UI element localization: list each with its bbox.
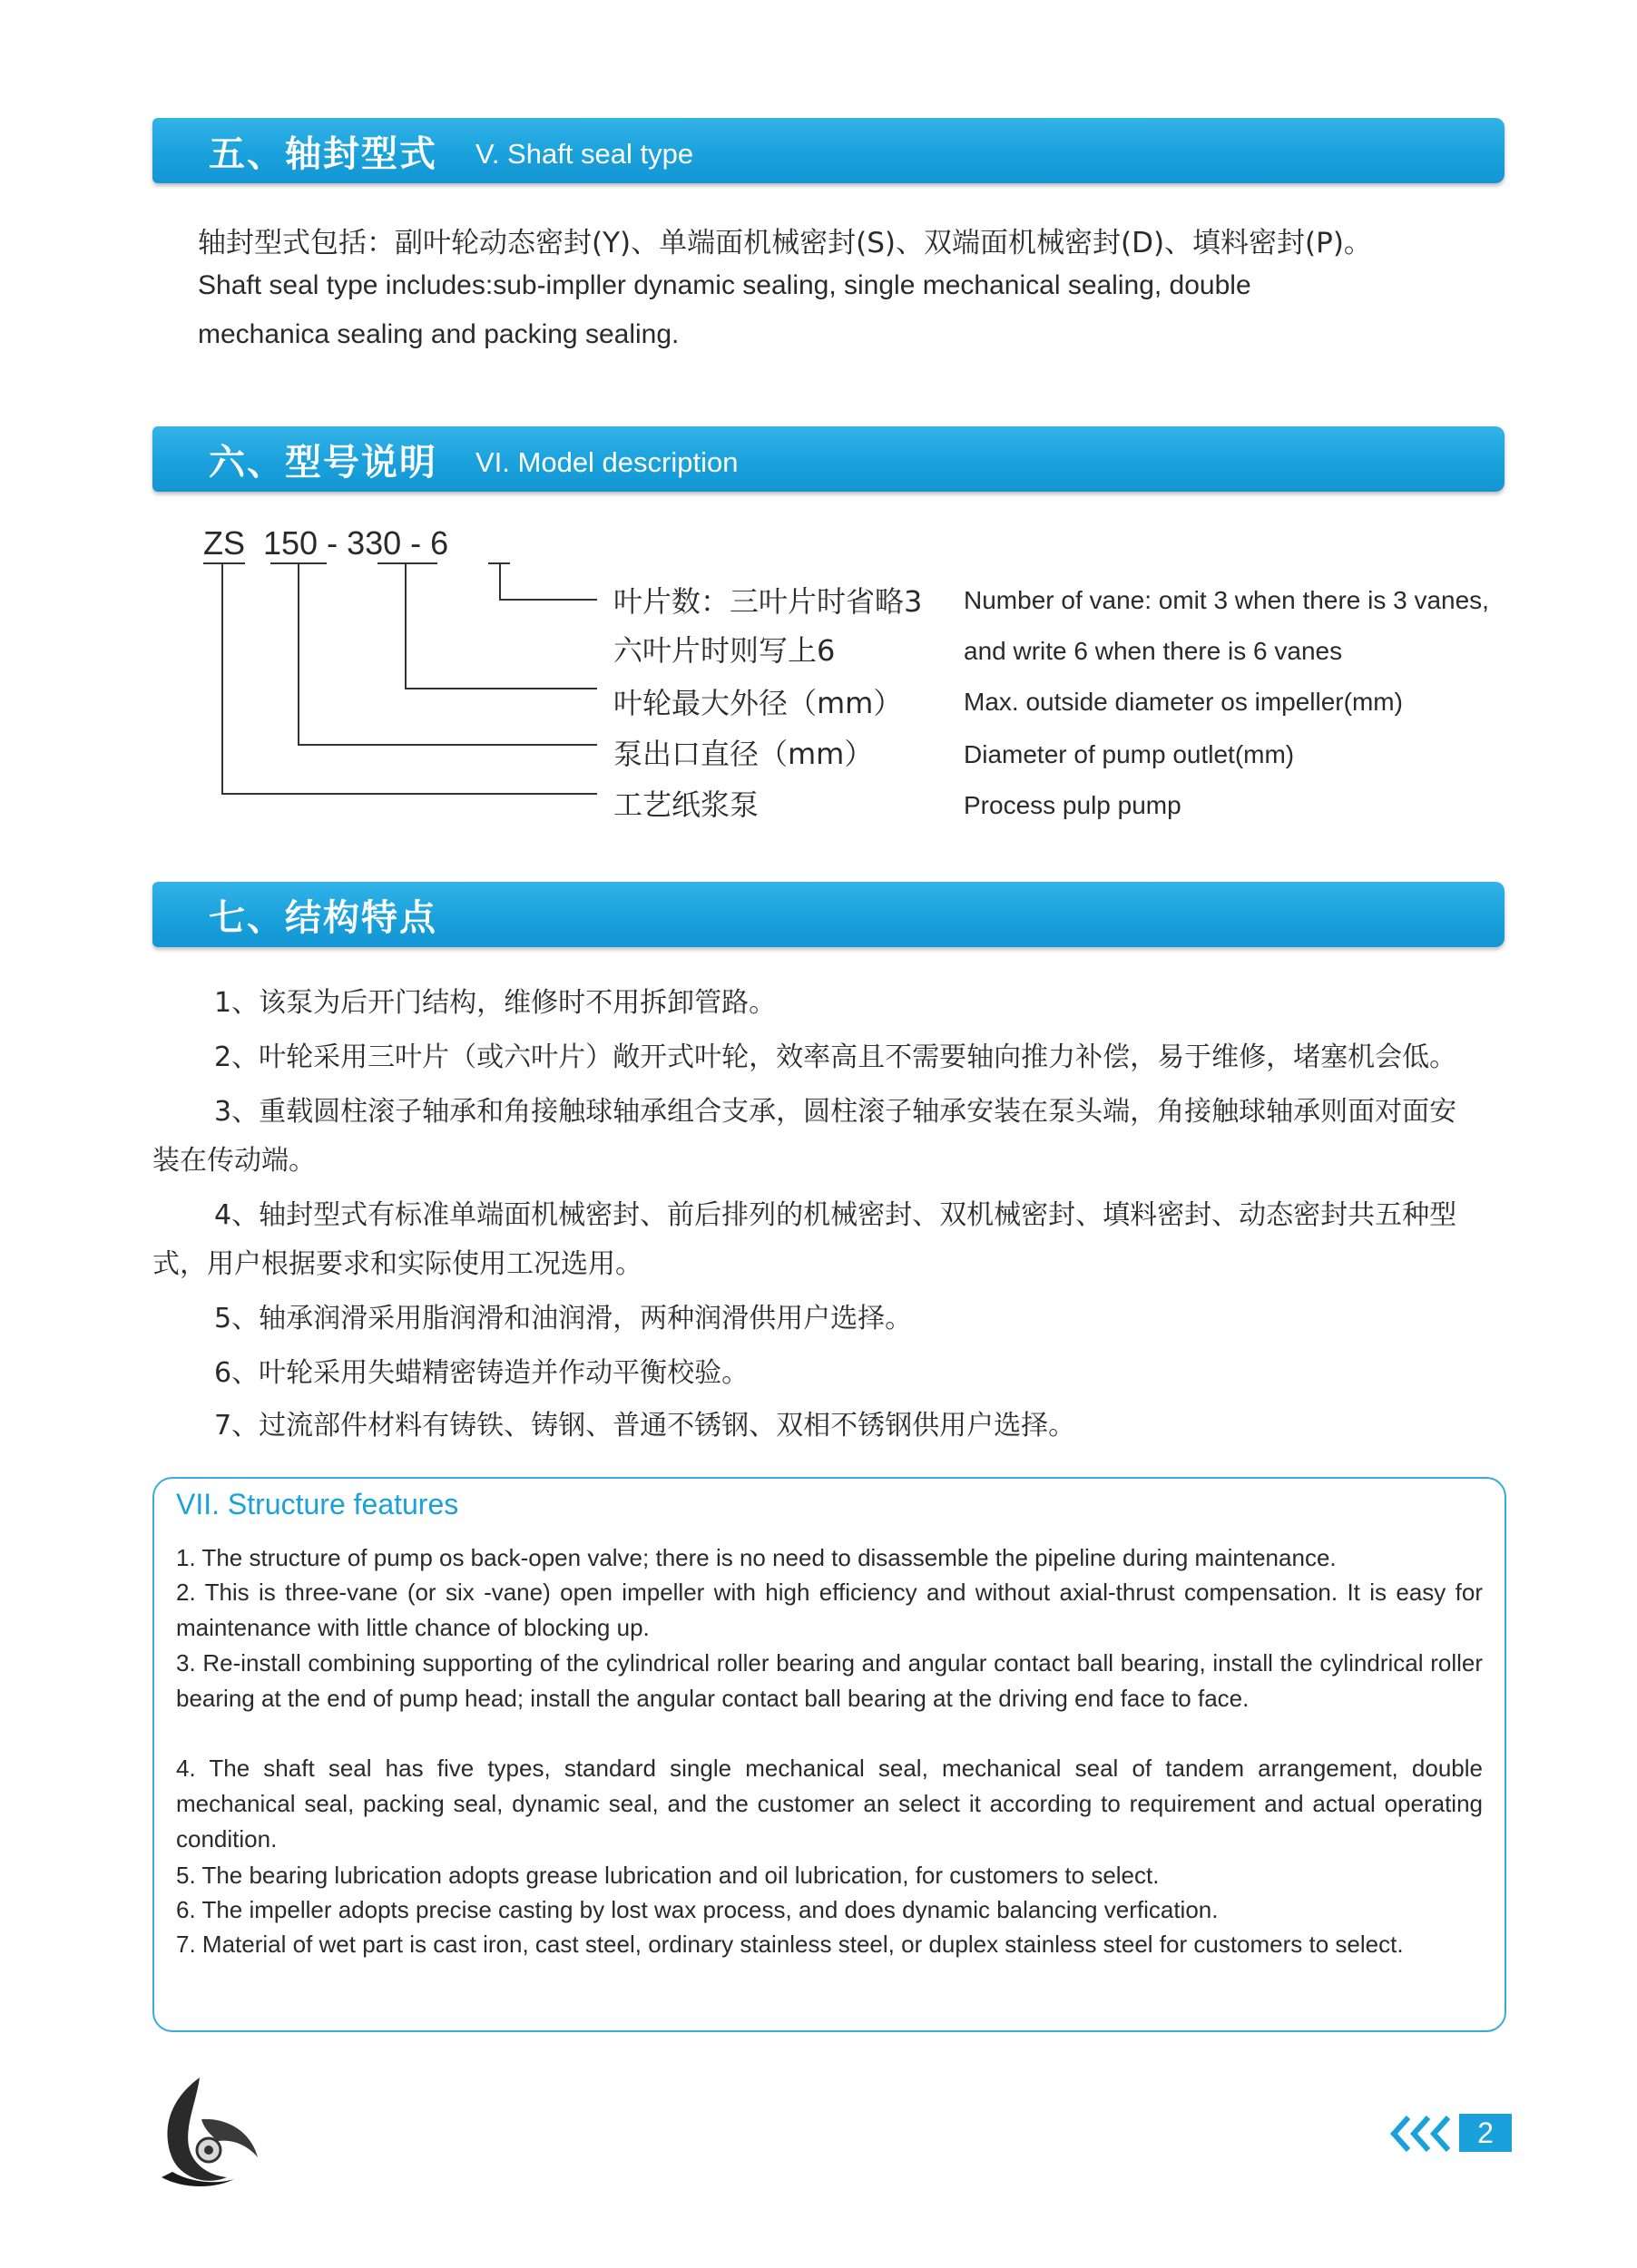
- structure-en-5: 5. The bearing lubrication adopts grease lubrication and oil lubrication, for customers to select.: [176, 1862, 1160, 1889]
- structure-en-7: 7. Material of wet part is cast iron, cast steel, ordinary stainless steel, or duplex stainless steel for customers to select.: [176, 1931, 1404, 1958]
- leader-pump-horizontal: [221, 793, 597, 795]
- section-title-zh: 六、型号说明: [209, 442, 437, 484]
- structure-zh-6: 6、叶轮采用失蜡精密铸造并作动平衡校验。: [214, 1357, 750, 1389]
- leader-outlet-horizontal: [298, 744, 597, 746]
- leader-outlet-vertical: [298, 562, 299, 746]
- leader-pump-vertical: [221, 562, 223, 795]
- section-header-shaft-seal: [152, 118, 1505, 183]
- structure-features-title: VII. Structure features: [176, 1488, 459, 1520]
- leader-impeller-horizontal: [405, 688, 597, 689]
- underline-330: [377, 562, 437, 564]
- page-number: 2: [1459, 2114, 1512, 2152]
- section-title-zh: 七、结构特点: [209, 897, 437, 939]
- structure-zh-5: 5、轴承润滑采用脂润滑和油润滑，两种润滑供用户选择。: [214, 1303, 913, 1334]
- structure-zh-3: 3、重载圆柱滚子轴承和角接触球轴承组合支承，圆柱滚子轴承安装在泵头端，角接触球轴承则面对面安: [214, 1096, 1457, 1128]
- model-item-en-5: Process pulp pump: [964, 791, 1181, 819]
- structure-zh-3b: 装在传动端。: [152, 1145, 316, 1177]
- structure-en-4: 4. The shaft seal has five types, standard single mechanical seal, mechanical seal of tandem arrangement, double mechanical seal, packing seal, dynamic seal, and the customer an select it according to requirement and actual operating condition.: [176, 1755, 1483, 1853]
- model-item-zh-4: 泵出口直径（mm）: [613, 737, 874, 771]
- model-item-en-1: Number of vane: omit 3 when there is 3 vanes,: [964, 586, 1489, 614]
- structure-en-3: 3. Re-install combining supporting of the cylindrical roller bearing and angular contact ball bearing, install the cylindrical roller bearing at the end of pump head; install the angular contact ball bearing at the driving end face to face.: [176, 1649, 1483, 1712]
- structure-zh-4b: 式，用户根据要求和实际使用工况选用。: [152, 1248, 642, 1280]
- impeller-logo-icon: [145, 2070, 263, 2190]
- model-item-en-3: Max. outside diameter os impeller(mm): [964, 688, 1403, 716]
- leader-vane-vertical: [499, 562, 501, 601]
- model-item-zh-3: 叶轮最大外径（mm）: [613, 686, 903, 720]
- structure-zh-2: 2、叶轮采用三叶片（或六叶片）敞开式叶轮，效率高且不需要轴向推力补偿，易于维修，堵塞机会低。: [214, 1041, 1457, 1073]
- shaft-seal-text-en-line2: mechanica sealing and packing sealing.: [198, 319, 680, 349]
- underline-zs: [203, 562, 245, 564]
- structure-en-2: 2. This is three-vane (or six -vane) open impeller with high efficiency and without axial-thrust compensation. It is easy for maintenance with little chance of blocking up.: [176, 1579, 1483, 1641]
- section-title-zh: 五、轴封型式: [209, 133, 437, 175]
- leader-impeller-vertical: [405, 562, 407, 689]
- model-item-zh-2: 六叶片时则写上6: [613, 633, 836, 668]
- structure-en-1: 1. The structure of pump os back-open valve; there is no need to disassemble the pipeline during maintenance.: [176, 1544, 1337, 1571]
- leader-vane-horizontal: [499, 599, 597, 601]
- section-title-en: VI. Model description: [475, 446, 739, 478]
- structure-zh-1: 1、该泵为后开门结构，维修时不用拆卸管路。: [214, 987, 777, 1019]
- shaft-seal-text-zh: 轴封型式包括：副叶轮动态密封(Y)、单端面机械密封(S)、双端面机械密封(D)、填料密封(P)。: [198, 227, 1372, 259]
- structure-zh-7: 7、过流部件材料有铸铁、铸钢、普通不锈钢、双相不锈钢供用户选择。: [214, 1410, 1076, 1442]
- shaft-seal-text-en-line1: Shaft seal type includes:sub-impller dynamic sealing, single mechanical sealing, double: [198, 270, 1251, 300]
- section-header-structure: [152, 882, 1505, 947]
- triple-chevron-left-icon: [1388, 2112, 1463, 2156]
- model-item-en-4: Diameter of pump outlet(mm): [964, 740, 1295, 768]
- model-item-en-2: and write 6 when there is 6 vanes: [964, 637, 1343, 665]
- model-item-zh-5: 工艺纸浆泵: [613, 787, 760, 822]
- structure-en-6: 6. The impeller adopts precise casting by lost wax process, and does dynamic balancing verfication.: [176, 1896, 1219, 1923]
- structure-zh-4: 4、轴封型式有标准单端面机械密封、前后排列的机械密封、双机械密封、填料密封、动态密封共五种型: [214, 1199, 1457, 1231]
- model-item-zh-1: 叶片数：三叶片时省略3: [613, 584, 923, 619]
- model-code: ZS 150 - 330 - 6: [203, 524, 449, 562]
- section-title-en: V. Shaft seal type: [475, 138, 694, 170]
- section-header-model-description: [152, 426, 1505, 492]
